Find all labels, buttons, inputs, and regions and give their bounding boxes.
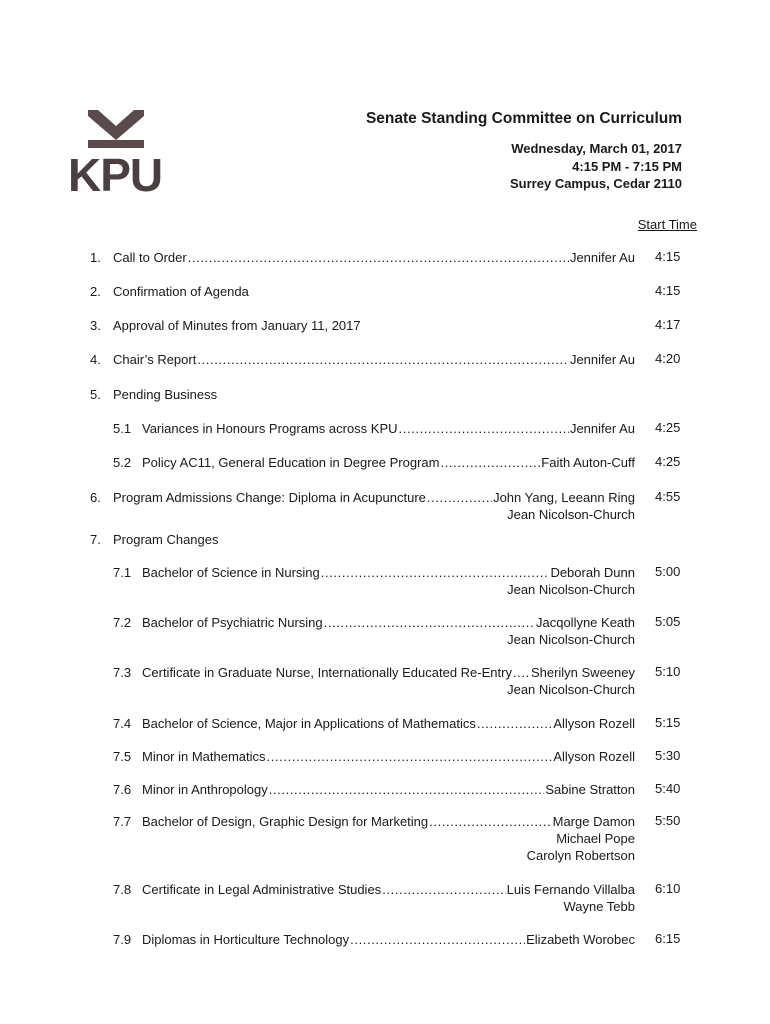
agenda-item-presenter: Allyson Rozell xyxy=(553,716,635,731)
agenda-item-number: 7.9 xyxy=(113,932,132,947)
agenda-item-start-time: 4:25 xyxy=(655,454,681,469)
agenda-item-label: Variances in Honours Programs across KPU xyxy=(142,421,398,436)
agenda-item-presenter: Faith Auton-Cuff xyxy=(541,455,635,470)
agenda-item-start-time: 5:05 xyxy=(655,614,681,629)
agenda-item-presenter: Elizabeth Worobec xyxy=(526,932,635,947)
leader-dots xyxy=(267,748,553,765)
agenda-item-number: 5.1 xyxy=(113,421,132,436)
agenda-item-presenter: Jennifer Au xyxy=(569,250,635,265)
agenda-item-number: 7.3 xyxy=(113,665,132,680)
agenda-item-number: 7.1 xyxy=(113,565,132,580)
agenda-item-row xyxy=(113,351,635,368)
leader-dots xyxy=(321,564,550,581)
agenda-item-label: Certificate in Graduate Nurse, Internationally Educated Re-Entry xyxy=(142,665,512,680)
meeting-date: Wednesday, March 01, 2017 xyxy=(511,141,682,156)
leader-dots xyxy=(513,664,530,681)
agenda-item-number: 4. xyxy=(90,352,101,367)
agenda-item-number: 6. xyxy=(90,490,101,505)
agenda-item-presenter: Deborah Dunn xyxy=(550,565,635,580)
agenda-item-label: Bachelor of Science in Nursing xyxy=(142,565,320,580)
agenda-item-start-time: 5:30 xyxy=(655,748,681,763)
meeting-details xyxy=(510,140,682,193)
agenda-item-number: 7.2 xyxy=(113,615,132,630)
agenda-item-co-presenter: Carolyn Robertson xyxy=(526,848,635,863)
agenda-item-start-time: 5:00 xyxy=(655,564,681,579)
agenda-item-co-presenter: Jean Nicolson-Church xyxy=(507,507,635,522)
agenda-item-presenter: John Yang, Leeann Ring xyxy=(493,490,635,505)
agenda-item-co-presenter: Jean Nicolson-Church xyxy=(507,632,635,647)
agenda-item-row xyxy=(113,249,635,266)
agenda-item-row xyxy=(142,813,635,830)
agenda-item-start-time: 5:15 xyxy=(655,715,681,730)
agenda-item-presenter: Marge Damon xyxy=(552,814,635,829)
agenda-item-row xyxy=(142,881,635,898)
leader-dots xyxy=(427,489,492,506)
leader-dots xyxy=(269,781,545,798)
agenda-item-number: 7.4 xyxy=(113,716,132,731)
agenda-item-row xyxy=(142,614,635,631)
agenda-item-row xyxy=(142,715,635,732)
agenda-item-number: 7. xyxy=(90,532,101,547)
leader-dots xyxy=(382,881,505,898)
agenda-item-start-time: 6:15 xyxy=(655,931,681,946)
meeting-time: 4:15 PM - 7:15 PM xyxy=(572,158,682,174)
agenda-item-start-time: 6:10 xyxy=(655,881,681,896)
leader-dots xyxy=(324,614,535,631)
agenda-item-presenter: Luis Fernando Villalba xyxy=(506,882,635,897)
agenda-item-row xyxy=(142,454,635,471)
agenda-item-start-time: 5:40 xyxy=(655,781,681,796)
agenda-item-presenter: Jennifer Au xyxy=(569,352,635,367)
agenda-item-number: 7.7 xyxy=(113,814,132,829)
agenda-item-co-presenter: Wayne Tebb xyxy=(563,899,635,914)
agenda-item-number: 7.6 xyxy=(113,782,132,797)
agenda-item-co-presenter: Jean Nicolson-Church xyxy=(507,682,635,697)
leader-dots xyxy=(197,351,569,368)
agenda-item-start-time: 5:50 xyxy=(655,813,681,828)
agenda-item-row xyxy=(142,781,635,798)
agenda-item-label: Bachelor of Science, Major in Applications of Mathematics xyxy=(142,716,476,731)
agenda-item-row xyxy=(142,931,635,948)
agenda-item-start-time: 4:15 xyxy=(655,249,681,264)
agenda-item-start-time: 4:55 xyxy=(655,489,681,504)
agenda-item-label: Pending Business xyxy=(113,387,218,402)
agenda-item-number: 3. xyxy=(90,318,101,333)
agenda-item-start-time: 4:25 xyxy=(655,420,681,435)
agenda-item-label: Policy AC11, General Education in Degree Program xyxy=(142,455,440,470)
meeting-location: Surrey Campus, Cedar 2110 xyxy=(510,176,682,191)
agenda-item-label: Bachelor of Psychiatric Nursing xyxy=(142,615,323,630)
agenda-item-presenter: Jacqollyne Keath xyxy=(535,615,635,630)
agenda-item-label: Program Changes xyxy=(113,532,219,547)
page-title: Senate Standing Committee on Curriculum xyxy=(365,110,682,127)
start-time-header: Start Time xyxy=(637,217,697,232)
agenda-item-row xyxy=(142,564,635,581)
agenda-item-start-time: 4:15 xyxy=(655,283,681,298)
agenda-item-co-presenter: Michael Pope xyxy=(556,831,635,846)
agenda-item-label: Diplomas in Horticulture Technology xyxy=(142,932,350,947)
agenda-item-row xyxy=(142,748,635,765)
agenda-item-co-presenter: Jean Nicolson-Church xyxy=(507,582,635,597)
agenda-item-label: Bachelor of Design, Graphic Design for Marketing xyxy=(142,814,429,829)
agenda-item-row xyxy=(142,664,635,681)
agenda-item-presenter: Sabine Stratton xyxy=(545,782,635,797)
agenda-item-label: Approval of Minutes from January 11, 2017 xyxy=(113,318,361,333)
kpu-chevron-icon xyxy=(68,108,164,152)
agenda-item-start-time: 4:20 xyxy=(655,351,681,366)
leader-dots xyxy=(399,420,569,437)
agenda-item-number: 5. xyxy=(90,387,101,402)
kpu-logo-text: KPU xyxy=(68,149,163,201)
kpu-logo xyxy=(68,108,164,201)
agenda-item-number: 7.5 xyxy=(113,749,132,764)
leader-dots xyxy=(350,931,525,948)
agenda-item-number: 5.2 xyxy=(113,455,132,470)
leader-dots xyxy=(429,813,551,830)
agenda-item-label: Chair’s Report xyxy=(113,352,197,367)
agenda-item-start-time: 5:10 xyxy=(655,664,681,679)
agenda-item-row xyxy=(142,420,635,437)
agenda-item-label: Minor in Anthropology xyxy=(142,782,268,797)
agenda-item-label: Call to Order xyxy=(113,250,187,265)
leader-dots xyxy=(477,715,553,732)
leader-dots xyxy=(188,249,569,266)
agenda-item-presenter: Sherilyn Sweeney xyxy=(530,665,635,680)
agenda-item-number: 2. xyxy=(90,284,101,299)
agenda-item-start-time: 4:17 xyxy=(655,317,681,332)
agenda-item-presenter: Allyson Rozell xyxy=(553,749,635,764)
leader-dots xyxy=(440,454,540,471)
agenda-item-row xyxy=(113,489,635,506)
agenda-item-label: Confirmation of Agenda xyxy=(113,284,249,299)
agenda-item-label: Minor in Mathematics xyxy=(142,749,266,764)
agenda-item-label: Program Admissions Change: Diploma in Acupuncture xyxy=(113,490,426,505)
agenda-item-label: Certificate in Legal Administrative Studies xyxy=(142,882,382,897)
agenda-item-presenter: Jennifer Au xyxy=(569,421,635,436)
agenda-item-number: 1. xyxy=(90,250,101,265)
agenda-item-number: 7.8 xyxy=(113,882,132,897)
